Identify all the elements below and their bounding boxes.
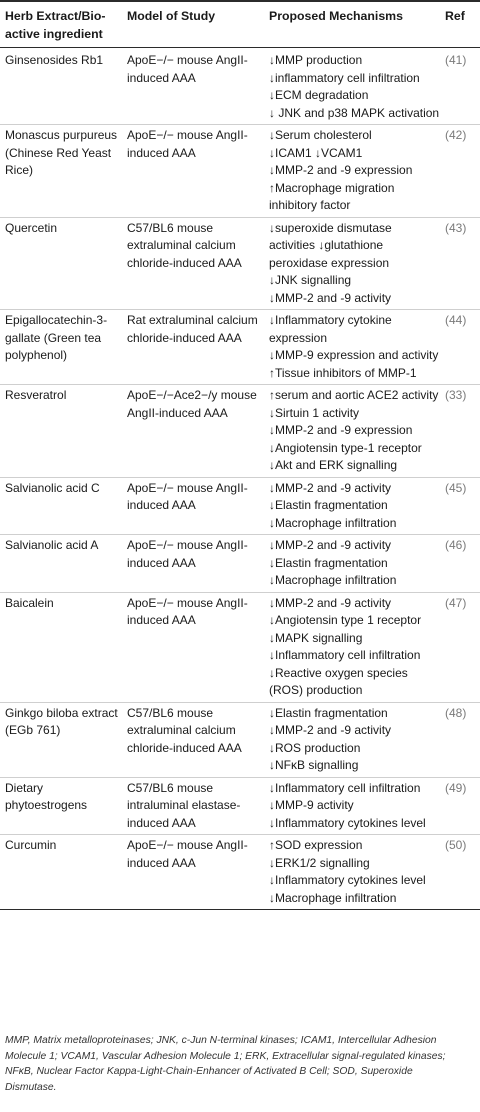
mechanism-item: ↓ECM degradation (269, 88, 369, 102)
reference-link: (49) (440, 777, 480, 835)
mechanism-item: ↑Tissue inhibitors of MMP-1 (269, 365, 417, 380)
herb-name-cell: Salvianolic acid C (0, 477, 122, 535)
table-row (0, 535, 480, 593)
study-model-cell: C57/BL6 mouse extraluminal calcium chloride-induced AAA (122, 702, 264, 777)
table-row (0, 477, 480, 535)
mechanism-item: ↓MMP production (269, 53, 363, 67)
header-model: Model of Study (122, 2, 264, 48)
herb-name-cell: Monascus purpureus (Chinese Red Yeast Rice) (0, 125, 122, 218)
header-herb: Herb Extract/Bio-active ingredient (0, 2, 122, 48)
mechanism-item: ↓JNK signalling (269, 273, 352, 287)
table-row (0, 777, 480, 835)
mechanism-item: ↓MAPK signalling (269, 630, 363, 645)
table-row (0, 125, 480, 218)
study-model-cell: ApoE−/−Ace2−/y mouse AngII-induced AAA (122, 385, 264, 478)
mechanism-item: ↓Inflammatory cytokines level (269, 815, 426, 830)
study-model-cell: Rat extraluminal calcium chloride-induced AAA (122, 310, 264, 385)
study-model-cell: ApoE−/− mouse AngII-induced AAA (122, 477, 264, 535)
mechanisms-cell (264, 310, 440, 385)
mechanism-item: ↓Sirtuin 1 activity (269, 405, 360, 420)
mechanism-item: ↓Macrophage infiltration (269, 515, 397, 530)
header-ref: Ref (440, 2, 480, 48)
herb-table (0, 2, 480, 910)
herb-name-cell: Ginkgo biloba extract (EGb 761) (0, 702, 122, 777)
mechanisms-cell (264, 592, 440, 702)
herb-name-cell: Salvianolic acid A (0, 535, 122, 593)
mechanism-item: ↓Angiotensin type 1 receptor (269, 613, 422, 627)
mechanisms-cell (264, 835, 440, 910)
mechanism-item: ↓ROS production (269, 740, 361, 755)
mechanism-item: ↓Inflammatory cell infiltration (269, 780, 421, 795)
table-row (0, 217, 480, 310)
herb-name-cell: Curcumin (0, 835, 122, 910)
mechanism-item: ↓MMP-2 and -9 activity (269, 723, 392, 737)
mechanism-item: ↓Macrophage infiltration (269, 890, 397, 905)
mechanisms-cell (264, 217, 440, 310)
mechanism-item: ↑serum and aortic ACE2 activity (269, 388, 439, 402)
study-model-cell: C57/BL6 mouse extraluminal calcium chloride-induced AAA (122, 217, 264, 310)
table-body (0, 48, 480, 910)
mechanism-item: ↓Reactive oxygen species (ROS) production (269, 665, 412, 697)
mechanisms-cell (264, 385, 440, 478)
mechanism-item: ↓Angiotensin type-1 receptor (269, 440, 422, 455)
table-row (0, 702, 480, 777)
mechanism-item: ↓MMP-2 and -9 activity (269, 480, 392, 495)
mechanism-item: ↓MMP-9 activity (269, 798, 354, 812)
mechanism-item: ↓Macrophage infiltration (269, 573, 397, 587)
reference-link: (33) (440, 385, 480, 478)
mechanism-item: ↓superoxide dismutase activities ↓glutathione peroxidase expression (269, 220, 396, 270)
herb-name-cell: Epigallocatechin-3-gallate (Green tea polyphenol) (0, 310, 122, 385)
mechanism-item: ↑SOD expression (269, 838, 363, 852)
reference-link: (48) (440, 702, 480, 777)
mechanism-item: ↓Akt and ERK signalling (269, 458, 398, 472)
study-model-cell: ApoE−/− mouse AngII-induced AAA (122, 125, 264, 218)
header-mechanisms: Proposed Mechanisms (264, 2, 440, 48)
mechanism-item: ↓MMP-9 expression and activity (269, 348, 439, 362)
mechanisms-cell (264, 48, 440, 125)
mechanism-item: ↓Serum cholesterol (269, 128, 372, 142)
mechanism-item: ↓ JNK and p38 MAPK activation (269, 105, 440, 120)
mechanisms-cell (264, 125, 440, 218)
mechanisms-cell (264, 702, 440, 777)
mechanism-item: ↓Inflammatory cytokines level (269, 873, 426, 887)
mechanism-item: ↓MMP-2 and -9 activity (269, 538, 392, 552)
mechanism-item: ↓MMP-2 and -9 activity (269, 290, 392, 305)
mechanism-item: ↑Macrophage migration inhibitory factor (269, 180, 398, 212)
mechanism-item: ↓MMP-2 and -9 expression (269, 163, 413, 177)
reference-link: (46) (440, 535, 480, 593)
herb-name-cell: Quercetin (0, 217, 122, 310)
mechanism-item: ↓inflammatory cell infiltration (269, 70, 420, 85)
herb-name-cell: Ginsenosides Rb1 (0, 48, 122, 125)
mechanism-item: ↓ICAM1 ↓VCAM1 (269, 145, 363, 160)
study-model-cell: ApoE−/− mouse AngII-induced AAA (122, 592, 264, 702)
mechanism-item: ↓MMP-2 and -9 expression (269, 423, 413, 437)
table-row (0, 310, 480, 385)
mechanism-item: ↓Elastin fragmentation (269, 555, 388, 570)
mechanism-item: ↓Elastin fragmentation (269, 705, 388, 720)
table-row (0, 48, 480, 125)
reference-link: (43) (440, 217, 480, 310)
mechanism-item: ↓MMP-2 and -9 activity (269, 595, 392, 610)
study-model-cell: ApoE−/− mouse AngII-induced AAA (122, 48, 264, 125)
study-model-cell: ApoE−/− mouse AngII-induced AAA (122, 835, 264, 910)
header-row (0, 2, 480, 48)
mechanisms-cell (264, 477, 440, 535)
table-row (0, 385, 480, 478)
reference-link: (45) (440, 477, 480, 535)
herb-name-cell: Baicalein (0, 592, 122, 702)
mechanisms-cell (264, 535, 440, 593)
reference-link: (41) (440, 48, 480, 125)
mechanism-item: ↓NFκB signalling (269, 758, 359, 772)
table-row (0, 592, 480, 702)
herb-name-cell: Dietary phytoestrogens (0, 777, 122, 835)
reference-link: (44) (440, 310, 480, 385)
mechanisms-cell (264, 777, 440, 835)
study-model-cell: ApoE−/− mouse AngII-induced AAA (122, 535, 264, 593)
mechanism-item: ↓Inflammatory cytokine expression (269, 313, 396, 345)
reference-link: (50) (440, 835, 480, 910)
mechanism-item: ↓Elastin fragmentation (269, 498, 388, 512)
study-model-cell: C57/BL6 mouse intraluminal elastase-induced AAA (122, 777, 264, 835)
table-footnote: MMP, Matrix metalloproteinases; JNK, c-Jun N-terminal kinases; ICAM1, Intercellular Adhesion Molecule 1; VCAM1, Vascular Adhesion Molecule 1; ERK, Extracellular signal-regulated kinases; NFκB, Nuclear Factor Kappa-Light-Chain-Enhancer of Activated B Cell; SOD, Superoxide Dismutase. (5, 1035, 446, 1093)
mechanism-item: ↓ERK1/2 signalling (269, 855, 370, 870)
herb-name-cell: Resveratrol (0, 385, 122, 478)
table-row (0, 835, 480, 910)
reference-link: (42) (440, 125, 480, 218)
reference-link: (47) (440, 592, 480, 702)
mechanism-item: ↓Inflammatory cell infiltration (269, 648, 421, 662)
